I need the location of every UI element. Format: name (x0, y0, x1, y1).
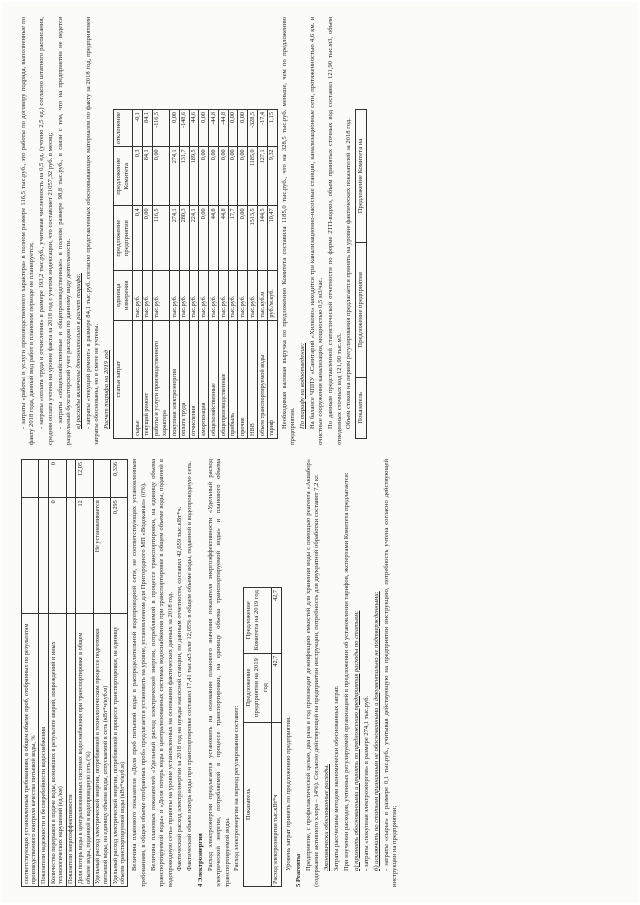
table-cell: тыс.руб. (179, 270, 189, 320)
table-cell: 42,7 (271, 588, 281, 654)
section-4-conclusion: Уровень затрат принять по предложению предприятия. (284, 716, 292, 871)
table-row (76, 460, 93, 887)
table-cell: Количество перерывов в подаче воды, возникших в результате аварий, повреждений и иных технологических нарушений (ед./км) (49, 613, 66, 886)
left-column (20, 459, 624, 887)
table-cell (39, 460, 49, 498)
table-cell: тыс.руб. (133, 270, 143, 320)
table-header-cell: предложение предприятия (114, 206, 133, 271)
table-cell: 131,7 (179, 147, 189, 206)
paragraph: в) расходы включены дополнительно в расчет тарифа: (74, 273, 82, 429)
table-cell: оплата труда (179, 320, 189, 438)
paragraph: - затраты «текущий ремонт» в размере 84,1 тыс.руб. согласно представленных обосновывающих материалов по факту за 2018 год, предприятием затраты обоснованы, но в смете не учтены. (84, 17, 101, 445)
table-cell: соответствующих установленным требованиям, в общем объеме проб, отобранных по результатам производственного контроля качества питьевой воды, % (22, 613, 39, 886)
table-cell: 1,15 (267, 110, 277, 147)
table-header-cell: Предложение предприятия на 2019 год (244, 653, 271, 722)
table-cell (22, 498, 39, 613)
paragraph: а) признать обоснованными и принять по предложению предприятия расходы по статьям: (352, 610, 360, 871)
table-cell: тыс.руб. (170, 270, 180, 320)
table-cell: 224,1 (189, 206, 199, 271)
paragraph: На балансе ЧППУ «Санитарий «Хилково» находится три канализационно-насосные станции, канализационные сети, протяженностью 4,6 км. и очистные сооружения канализации, мощностью 0,5 м3/час. (308, 17, 325, 445)
table-cell: Не устанавливается (93, 498, 110, 613)
table-cell: 280,3 (179, 206, 189, 271)
table-row (218, 110, 228, 439)
table-cell: 84,1 (142, 110, 152, 147)
tariff-title: Расчет тарифа на 2019 год (103, 350, 111, 429)
table-cell: тыс.руб. (209, 270, 219, 320)
table-header-cell: Предложение Комитета на (356, 110, 367, 243)
table-row (209, 110, 219, 439)
table-cell: 0 (49, 498, 66, 613)
table-cell: 0,00 (238, 147, 248, 206)
table-header-cell: Показатель (244, 722, 271, 886)
table-cell: 12 (76, 498, 93, 613)
electricity-table (243, 587, 281, 887)
table-cell: покупная электроэнергия (170, 320, 180, 438)
table-cell: 0,00 (209, 147, 219, 206)
paragraph: - затраты «работы и услуги производственного характера» в полном размере 116,5 тыс.руб., это работы по договору подряда, выполненные по факту 2018 года, данный вид работ в плановом периоде не планируется; (20, 17, 36, 445)
table-cell: 17,7 (228, 206, 238, 271)
table-cell: тыс.руб. (248, 270, 258, 320)
table-cell: 0,4 (133, 206, 143, 271)
table-cell: 44,8 (218, 206, 228, 271)
table-cell: руб./м.куб. (267, 270, 277, 320)
table-cell (66, 498, 76, 613)
table-cell: 0,336 (111, 460, 128, 498)
table-header-cell: Предложение предприятия (356, 242, 367, 377)
paragraph: При изучении расходов, учтенных регулируемой организацией в предложении об установлении тарифов, экспертами Комитета предлагается: (342, 472, 350, 871)
table-cell: 0,3 (133, 147, 143, 206)
table-cell: объем транспортируемой воды (258, 320, 268, 438)
table-cell: -44,8 (218, 110, 228, 147)
table-cell: тыс.руб. (218, 270, 228, 320)
table-cell: 0,00 (228, 110, 238, 147)
table-cell: тыс.руб. (238, 270, 248, 320)
table-cell: 116,5 (152, 206, 169, 271)
scanned-page (2, 2, 638, 903)
table-cell: 274,1 (170, 147, 180, 206)
table-row (248, 110, 258, 439)
table-cell: Показатели энергоэффективности (66, 613, 76, 886)
table-header-cell: Показатель (356, 377, 367, 438)
section-4-paragraphs (207, 459, 242, 887)
paragraph: По данным представленной статистической отчетности по форме 2ТП-водхоз, объем принятых сточных вод составил 121,90 тыс.м3, объем отведенных сточных вод 121,90 тыс.м3. (327, 17, 343, 445)
table-row (142, 110, 152, 439)
paragraph: Фактический объем потерь воды при транспортировке составил 17,41 тыс.м3 или 12,05% в общем объеме воды, поданной в водопроводную сеть. (186, 461, 194, 871)
table-cell: прочие (238, 320, 248, 438)
paragraph: Затраты рассчитаны методом экономически обоснованных затрат. (333, 685, 341, 871)
table-cell: тыс.руб. (142, 270, 152, 320)
cost-adjustments (20, 17, 102, 445)
table-row (170, 110, 180, 439)
table-row (179, 110, 189, 439)
table-row (258, 110, 268, 439)
table-cell: общехозяйственные (209, 320, 219, 438)
table-header-cell: единица измерения (114, 270, 133, 320)
table-cell: 12,05 (76, 460, 93, 498)
table-cell (39, 498, 49, 613)
table-cell: -148,6 (179, 110, 189, 147)
wastewater-table (355, 109, 367, 439)
table-cell: 10,47 (267, 206, 277, 271)
table-header-cell: отклонение (114, 110, 133, 147)
table-cell: Расход электроэнергии тыс.кВт*ч (271, 722, 281, 886)
table-cell: 0,00 (218, 147, 228, 206)
paragraph: - затраты «сырье» в размере 0,1 тыс.руб., учитывая действующую на предприятии инструкцию, потребность учтена согласно действующей инструкции на предприятии; (382, 459, 398, 887)
table-cell: сырье (133, 320, 143, 438)
table-row (133, 110, 143, 439)
paragraph: По тарифу на водоотведение: (298, 342, 306, 429)
table-cell: 42,7 (271, 653, 281, 722)
paragraph: Предприятие, с профилактической целью, два раза в год производит дезинфекцию емкостей для хранения воды с помощью реагента «Аквабор» (содержание активного хлора – 14%). Согласно действующей на предприятии инструкции, потребность для двукратной обработки составит 7,2 кг. (304, 459, 321, 887)
table-row (49, 460, 66, 887)
paragraph: Величина плановых показателей «Удельный расход электрической энергии, потребляемой в процессе транспортировки, на единицу объема транспортируемой воды» и «Доля потерь воды в централизованных системах водоснабжения при транспортировке в общем объеме воды, поданной в водопроводную сеть» приняты на уровне установленных на основании фактических данных за 2018 год. (149, 459, 174, 887)
table-cell (66, 460, 76, 498)
table-cell: 0,00 (199, 206, 209, 271)
paragraph: Фактический расход электроэнергии за 2018 год на нужды насосной станции, по данным отчетности, составил 42,659 тыс.кВт*ч. (176, 506, 184, 871)
table-cell: работы и услуги производственного характера (152, 320, 169, 438)
table-row (267, 110, 277, 439)
table-cell: отчисления (189, 320, 199, 438)
indicators-table (21, 459, 128, 887)
paragraph: Расход электроэнергии предлагается установить на основании планового значения показателя энергоэффективности «Удельный расход электрической энергии, потребляемой в процессе транспортировки, на единицу объема транспортируемой воды» и планового объема транспортируемой воды. (206, 459, 231, 887)
paragraph: Объем стоков на первом регулирования предлагается принять на уровне фактических показателей за 2018 год. (345, 118, 353, 429)
table-cell: прибыль (228, 320, 238, 438)
right-column (20, 17, 624, 445)
table-cell: 0,00 (170, 110, 180, 147)
paragraph: Расход электроэнергии на период регулирования составит: (233, 705, 241, 871)
table-cell: 9,32 (267, 147, 277, 206)
table-cell: 144,5 (258, 206, 268, 271)
table-row (238, 110, 248, 439)
table-cell: тыс.руб. (228, 270, 238, 320)
table-header-row (244, 588, 271, 887)
table-header-cell: статья затрат (114, 320, 133, 438)
tariff-table (113, 109, 278, 439)
table-row (66, 460, 76, 887)
table-cell: текущий ремонт (142, 320, 152, 438)
table-cell: 0,00 (228, 147, 238, 206)
table-cell: 274,1 (170, 206, 180, 271)
paragraph: - затраты «оплата труда и отчисления» в размере 193,2 тыс.руб., учитывая численность на 0,5 ед. (учтено 2,5 ед.) согласно штатного расписания, средняя оплата учтена на уровне факта за 2018 год с учетом индексации, что составляет 21057,32 руб. в месяц; (38, 17, 54, 445)
section-5-title: 5 Реагенты (294, 853, 302, 887)
table-cell: тыс.куб.м (258, 270, 268, 320)
table-row (111, 460, 128, 887)
table-cell: тыс.руб. (199, 270, 209, 320)
table-cell: 0,00 (152, 147, 169, 206)
table-cell: 0,00 (238, 110, 248, 147)
table-cell: 44,6 (189, 110, 199, 147)
table-header-cell: предложение Комитета (114, 147, 133, 206)
table-cell: тариф (267, 320, 277, 438)
table-row (271, 588, 281, 887)
table-row (39, 460, 49, 887)
table-cell: Доля потерь воды в централизованных системах водоснабжения при транспортировке в общем объеме воды, поданной в водопроводную сеть (%) (76, 613, 93, 886)
section-4-title: 4 Электроэнергия (196, 833, 204, 887)
table-cell: 1513,5 (248, 206, 258, 271)
table-cell: 0,00 (238, 206, 248, 271)
paragraph: Экономически обоснованные расходы. (323, 764, 331, 871)
table-cell: 1185,0 (248, 147, 258, 206)
section-5-paragraphs (305, 459, 400, 887)
paragraph: б) исключить по статьям признанным не обоснованными и документально не подтвержденными: (372, 591, 380, 871)
table-row (228, 110, 238, 439)
table-cell: -0,1 (133, 110, 143, 147)
table-cell: 44,8 (209, 206, 219, 271)
table-cell: тыс.руб. (189, 270, 199, 320)
table-cell: Удельный расход электрической энергии, потребляемой в процессе транспортировки, на единицу объема транспортируемой воды (кВт*ч/куб.м) (111, 613, 128, 886)
table-cell: 127,1 (258, 147, 268, 206)
table-row (152, 110, 169, 439)
table-row (22, 460, 39, 887)
table-cell: Удельный расход электрической энергии, потребляемой в технологическом процессе подготовки питьевой воды, на единицу объема воды, отпускаемой в сеть (кВт*ч/куб.м) (93, 613, 110, 886)
table-cell: 0 (49, 460, 66, 498)
table-cell: -44,8 (209, 110, 219, 147)
table-cell: Показатели надежности и бесперебойности водоснабжения (39, 613, 49, 886)
table-row (189, 110, 199, 439)
table-cell: 0,00 (199, 147, 209, 206)
table-row (199, 110, 209, 439)
table-cell: НВВ (248, 320, 258, 438)
wastewater-paragraphs (281, 17, 354, 445)
table-header-row (114, 110, 133, 439)
table-cell (22, 460, 39, 498)
table-cell: общепроизводственные (218, 320, 228, 438)
table-cell: тыс.руб. (152, 270, 169, 320)
table-cell: -328,5 (248, 110, 258, 147)
table-cell: 0,00 (199, 110, 209, 147)
paragraph: - затраты «общехозяйственные и общепроизводственные» в полном размере 98,8 тыс.руб., в связи с тем, что на предприятии не ведется раздельный бухгалтерский учет расходов по данному виду деятельности. (56, 17, 73, 445)
table-cell: -116,5 (152, 110, 169, 147)
paragraph: Необходимая валовая выручка по предложению Комитета составила 1185,0 тыс.руб., что на 328,5 тыс.руб. меньше, чем по предложению предприятия. (280, 17, 296, 445)
table-header-cell: Предложение Комитета на 2019 год (244, 588, 271, 654)
table-cell: 189,5 (189, 147, 199, 206)
table-cell: 0,295 (111, 498, 128, 613)
paragraph: - затраты «покупная электроэнергия» в размере 274,1 тыс.руб. (362, 695, 370, 871)
table-cell (93, 460, 110, 498)
paragraph: Величина планового показателя «Доля проб питьевой воды в распределительной водопроводной сети, не соответствующих установленным требованиям, в общем объеме отобранных проб» предлагается установить на уровне, установленном для Пригородного МП «Водоканал» (0%). (131, 459, 147, 887)
table-cell: -17,4 (258, 110, 268, 147)
table-cell: амортизация (199, 320, 209, 438)
table-cell: 84,1 (142, 147, 152, 206)
indicator-paragraphs (131, 459, 194, 887)
table-row (93, 460, 110, 887)
table-header-row (356, 110, 367, 439)
table-cell: 0,00 (142, 206, 152, 271)
